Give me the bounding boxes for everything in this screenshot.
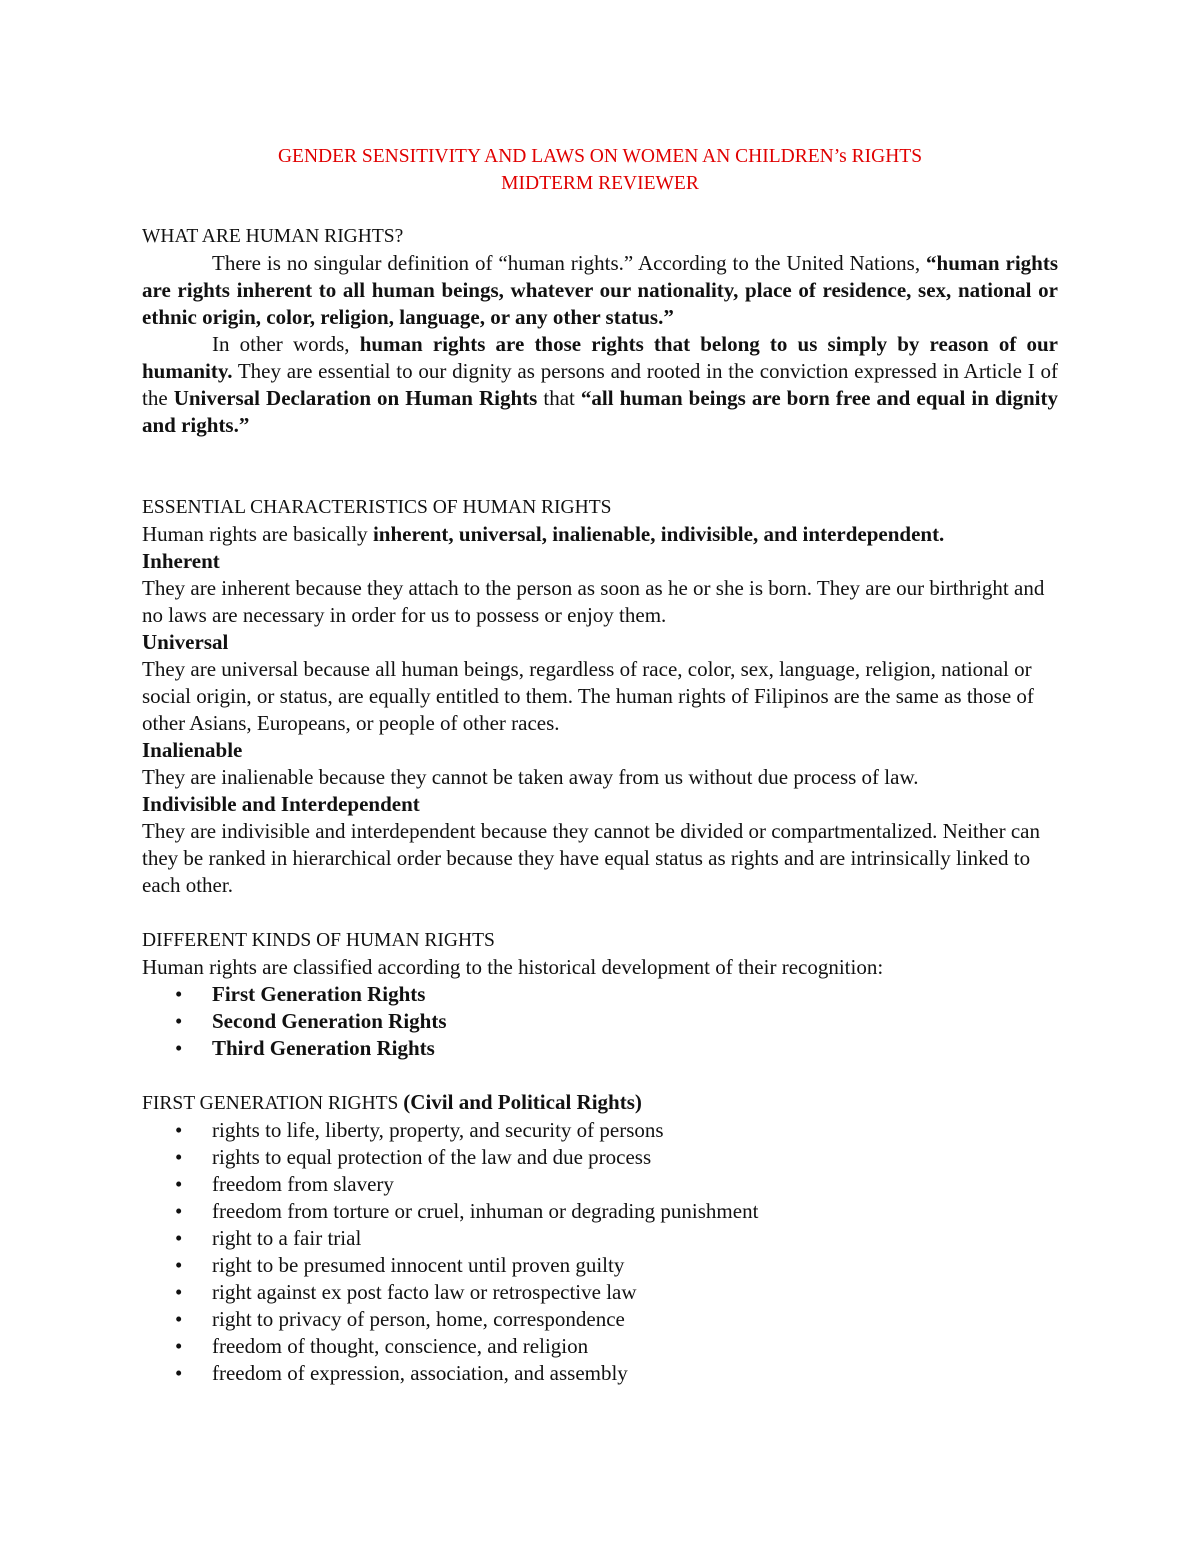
list-item-text: right to a fair trial xyxy=(212,1226,362,1250)
title-line-2: MIDTERM REVIEWER xyxy=(501,173,699,194)
paragraph-emphasis: inherent, universal, inalienable, indivisible, and interdependent. xyxy=(372,522,945,546)
subheading-inalienable: Inalienable xyxy=(142,738,243,762)
bullet-icon: • xyxy=(175,1118,183,1142)
paragraph-text: that xyxy=(537,386,581,410)
section-different-kinds xyxy=(142,927,1058,1062)
bullet-icon: • xyxy=(175,1009,183,1033)
paragraph-inalienable: They are inalienable because they cannot be taken away from us without due process of law. xyxy=(142,765,919,789)
list-item xyxy=(142,1198,1058,1225)
list-item-text: freedom from slavery xyxy=(212,1172,394,1196)
list-item xyxy=(142,1306,1058,1333)
list-item-text: rights to equal protection of the law and due process xyxy=(212,1145,652,1169)
paragraph-text: They are essential to our dignity as persons and rooted in the conviction expressed in Article I of the xyxy=(142,359,1058,410)
list-item-text: right to privacy of person, home, correspondence xyxy=(212,1307,625,1331)
paragraph-intro xyxy=(142,521,1058,548)
list-item-text: Third Generation Rights xyxy=(212,1036,435,1060)
bullet-icon: • xyxy=(175,1036,183,1060)
bullet-icon: • xyxy=(175,1226,183,1250)
list-item-text: freedom of expression, association, and assembly xyxy=(212,1361,628,1385)
paragraph-universal: They are universal because all human beings, regardless of race, color, sex, language, religion, national or social origin, or status, are equally entitled to them. The human rights of Filipinos are the same as those of other Asians, Europeans, or people of other races. xyxy=(142,657,1034,735)
section-heading: WHAT ARE HUMAN RIGHTS? xyxy=(142,226,404,247)
list-item-text: right to be presumed innocent until proven guilty xyxy=(212,1253,625,1277)
kinds-list xyxy=(142,981,1058,1062)
heading-subtitle: (Civil and Political Rights) xyxy=(403,1090,642,1114)
paragraph-quote: “human rights are rights inherent to all human beings, whatever our nationality, place of residence, sex, national or ethnic origin, color, religion, language, or any other status.” xyxy=(142,251,1058,329)
list-item xyxy=(142,1252,1058,1279)
section-heading xyxy=(142,1089,1058,1117)
paragraph-intro: Human rights are classified according to the historical development of their recognition: xyxy=(142,955,884,979)
list-item xyxy=(142,1144,1058,1171)
first-gen-list xyxy=(142,1117,1058,1387)
list-item xyxy=(142,1117,1058,1144)
list-item-text: right against ex post facto law or retrospective law xyxy=(212,1280,637,1304)
list-item xyxy=(142,1225,1058,1252)
bullet-icon: • xyxy=(175,1199,183,1223)
list-item-text: Second Generation Rights xyxy=(212,1009,447,1033)
list-item-text: rights to life, liberty, property, and security of persons xyxy=(212,1118,664,1142)
paragraph-emphasis: Universal Declaration on Human Rights xyxy=(173,386,538,410)
list-item xyxy=(142,1008,1058,1035)
paragraph-inherent: They are inherent because they attach to the person as soon as he or she is born. They are our birthright and no laws are necessary in order for us to possess or enjoy them. xyxy=(142,576,1045,627)
list-item xyxy=(142,1360,1058,1387)
section-what-are-human-rights xyxy=(142,223,1058,439)
bullet-icon: • xyxy=(175,1172,183,1196)
list-item xyxy=(142,1035,1058,1062)
bullet-icon: • xyxy=(175,1361,183,1385)
heading-text: FIRST GENERATION RIGHTS xyxy=(142,1093,404,1114)
bullet-icon: • xyxy=(175,1280,183,1304)
list-item-text: freedom of thought, conscience, and religion xyxy=(212,1334,589,1358)
paragraph-quote: “all human beings are born free and equal in dignity and rights.” xyxy=(142,386,1058,437)
subheading-inherent: Inherent xyxy=(142,549,220,573)
bullet-icon: • xyxy=(175,1253,183,1277)
paragraph-emphasis: human rights are those rights that belong to us simply by reason of our humanity. xyxy=(142,332,1058,383)
bullet-icon: • xyxy=(175,1334,183,1358)
bullet-icon: • xyxy=(175,1307,183,1331)
list-item xyxy=(142,1279,1058,1306)
list-item xyxy=(142,1171,1058,1198)
list-item-text: First Generation Rights xyxy=(212,982,426,1006)
list-item xyxy=(142,1333,1058,1360)
title-line-1: GENDER SENSITIVITY AND LAWS ON WOMEN AN CHILDREN’s RIGHTS xyxy=(277,146,923,167)
paragraph-other-words xyxy=(142,331,1058,439)
section-heading: DIFFERENT KINDS OF HUMAN RIGHTS xyxy=(142,930,495,951)
paragraph-text: Human rights are basically xyxy=(142,522,373,546)
paragraph-definition xyxy=(142,250,1058,331)
bullet-icon: • xyxy=(175,1145,183,1169)
paragraph-text: In other words, xyxy=(212,332,360,356)
subheading-indivisible: Indivisible and Interdependent xyxy=(142,792,420,816)
section-essential-characteristics xyxy=(142,494,1058,899)
list-item xyxy=(142,981,1058,1008)
paragraph-indivisible: They are indivisible and interdependent because they cannot be divided or compartmentalized. Neither can they be ranked in hierarchical order because they have equal status as rights and are intrinsically linked to each other. xyxy=(142,819,1040,897)
list-item-text: freedom from torture or cruel, inhuman or degrading punishment xyxy=(212,1199,759,1223)
paragraph-text: There is no singular definition of “human rights.” According to the United Nations, xyxy=(212,251,927,275)
subheading-universal: Universal xyxy=(142,630,229,654)
bullet-icon: • xyxy=(175,982,183,1006)
section-first-generation xyxy=(142,1089,1058,1387)
section-heading: ESSENTIAL CHARACTERISTICS OF HUMAN RIGHTS xyxy=(142,497,612,518)
document-title xyxy=(0,143,1200,197)
